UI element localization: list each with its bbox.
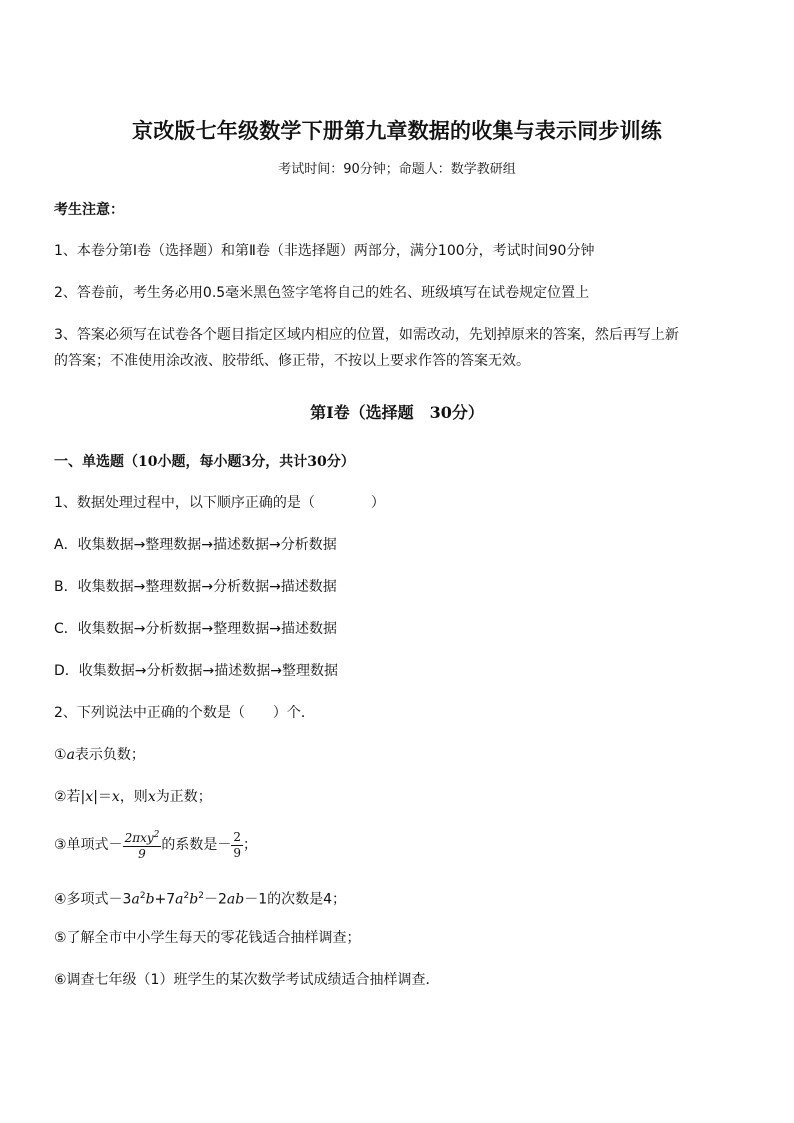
notice-item-3: 3、答案必须写在试卷各个题目指定区域内相应的位置，如需改动，先划掉原来的答案，然后再写上新 [54, 327, 679, 343]
monomial-fraction: $\frac{2\pi xy^2}{9}$ [124, 830, 160, 861]
statement-1: ①a表示负数； [54, 747, 145, 763]
notice-item-1: 1、本卷分第Ⅰ卷（选择题）和第Ⅱ卷（非选择题）两部分，满分100分，考试时间90分钟 [54, 243, 595, 259]
statement-4: ④多项式$-3a^2b+7a^2b^2-2ab-1$的次数是4； [54, 891, 347, 908]
notice-heading: 考生注意： [54, 202, 124, 218]
question-2-stem: 2、下列说法中正确的个数是（ ）个． [54, 705, 315, 721]
page-title: 京改版七年级数学下册第九章数据的收集与表示同步训练 [132, 118, 662, 143]
statement-3: ③单项式－ $\frac{2\pi xy^2}{9}$ 的系数是－ $\frac{2}{9}$ ； [54, 829, 258, 861]
part-one-title: 第Ⅰ卷（选择题 30分） [310, 403, 484, 422]
statement-2: ②若|x|＝x，则x为正数； [54, 789, 212, 805]
notice-item-2: 2、答卷前，考生务必用0.5毫米黑色签字笔将自己的姓名、班级填写在试卷规定位置上 [54, 285, 590, 301]
statement-5: ⑤了解全市中小学生每天的零花钱适合抽样调查； [54, 930, 361, 946]
question-1-option-a: A．收集数据→整理数据→描述数据→分析数据 [54, 537, 337, 553]
question-1-stem: 1、数据处理过程中，以下顺序正确的是（ ） [54, 495, 385, 511]
coefficient-fraction: $\frac{2}{9}$ [233, 829, 242, 860]
question-1-option-b: B．收集数据→整理数据→分析数据→描述数据 [54, 579, 337, 595]
question-1-option-c: C．收集数据→分析数据→整理数据→描述数据 [54, 621, 337, 637]
statement-6: ⑥调查七年级（1）班学生的某次数学考试成绩适合抽样调查． [54, 972, 440, 988]
question-1-option-d: D．收集数据→分析数据→描述数据→整理数据 [54, 663, 338, 679]
notice-item-3-continued: 的答案；不准使用涂改液、胶带纸、修正带，不按以上要求作答的答案无效。 [54, 353, 530, 369]
exam-info: 考试时间：90分钟；命题人：数学教研组 [278, 162, 516, 177]
section-title: 一、单选题（10小题，每小题3分，共计30分） [54, 454, 355, 470]
